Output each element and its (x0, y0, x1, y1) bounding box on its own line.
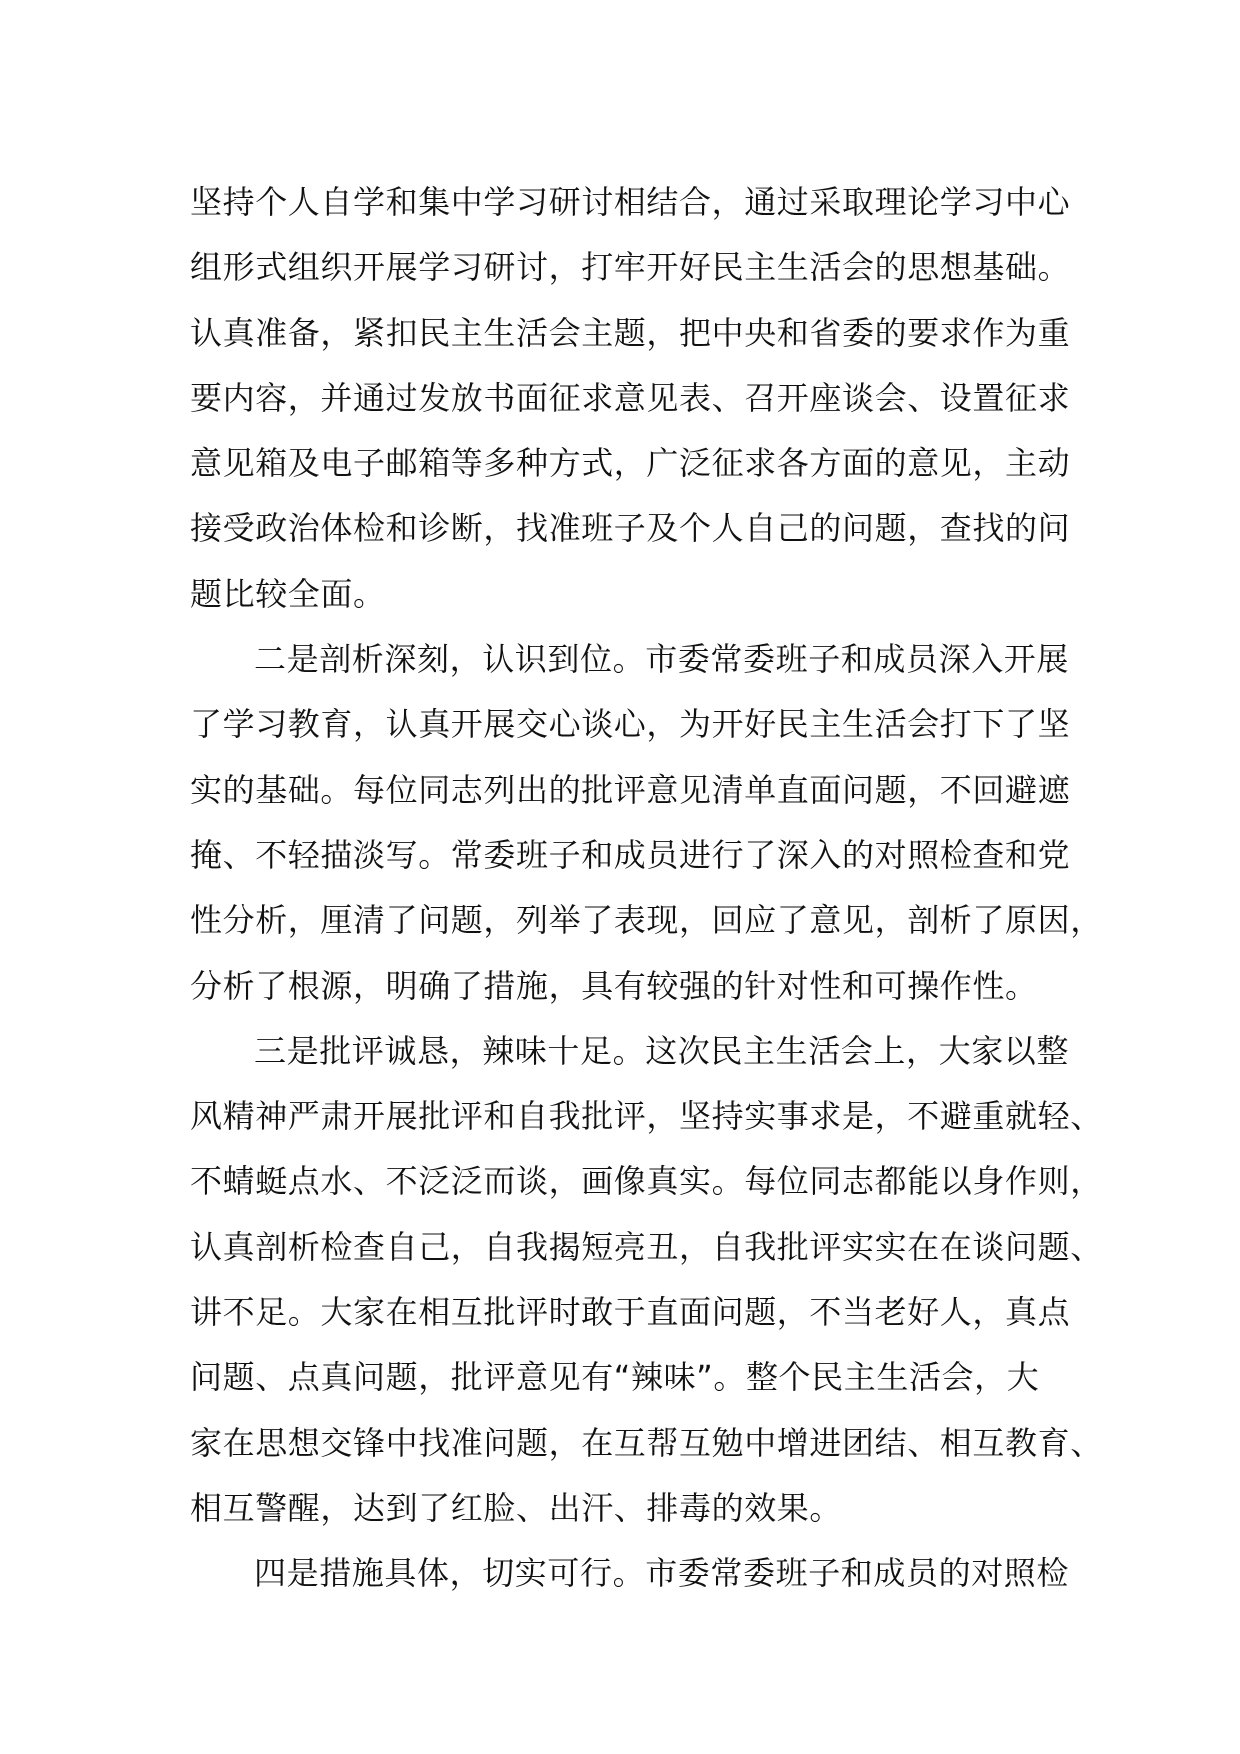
document-body (190, 170, 1103, 1607)
text-line: 性分析，厘清了问题，列举了表现，回应了意见，剖析了原因， (190, 901, 1103, 940)
text-line: 实的基础。每位同志列出的批评意见清单直面问题，不回避遮 (190, 770, 1071, 809)
text-line: 要内容，并通过发放书面征求意见表、召开座谈会、设置征求 (190, 378, 1071, 417)
text-line: 家在思想交锋中找准问题，在互帮互勉中增进团结、相互教育、 (190, 1423, 1103, 1462)
text-line: 相互警醒，达到了红脸、出汗、排毒的效果。 (190, 1488, 843, 1527)
text-line: 不蜻蜓点水、不泛泛而谈，画像真实。每位同志都能以身作则， (190, 1162, 1103, 1201)
text-line: 题比较全面。 (190, 574, 386, 613)
text-line: 组形式组织开展学习研讨，打牢开好民主生活会的思想基础。 (190, 248, 1071, 287)
text-line: 分析了根源，明确了措施，具有较强的针对性和可操作性。 (190, 966, 1038, 1005)
paragraph-start-line: 四是措施具体，切实可行。市委常委班子和成员的对照检 (254, 1554, 1070, 1593)
text-line: 风精神严肃开展批评和自我批评，坚持实事求是，不避重就轻、 (190, 1097, 1103, 1136)
text-line: 接受政治体检和诊断，找准班子及个人自己的问题，查找的问 (190, 509, 1071, 548)
text-line: 坚持个人自学和集中学习研讨相结合，通过采取理论学习中心 (190, 183, 1071, 221)
text-line: 掩、不轻描淡写。常委班子和成员进行了深入的对照检查和党 (190, 835, 1071, 874)
text-line: 讲不足。大家在相互批评时敢于直面问题，不当老好人，真点 (190, 1293, 1071, 1332)
text-line: 认真准备，紧扣民主生活会主题，把中央和省委的要求作为重 (190, 313, 1071, 352)
paragraph-start-line: 三是批评诚恳，辣味十足。这次民主生活会上，大家以整 (254, 1031, 1070, 1070)
text-line: 意见箱及电子邮箱等多种方式，广泛征求各方面的意见，主动 (190, 444, 1071, 483)
text-line: 了学习教育，认真开展交心谈心，为开好民主生活会打下了坚 (190, 705, 1071, 744)
paragraph-start-line: 二是剖析深刻，认识到位。市委常委班子和成员深入开展 (254, 640, 1070, 679)
text-line: 问题、点真问题，批评意见有“辣味”。整个民主生活会，大 (190, 1358, 1040, 1397)
text-line: 认真剖析检查自己，自我揭短亮丑，自我批评实实在在谈问题、 (190, 1227, 1103, 1266)
